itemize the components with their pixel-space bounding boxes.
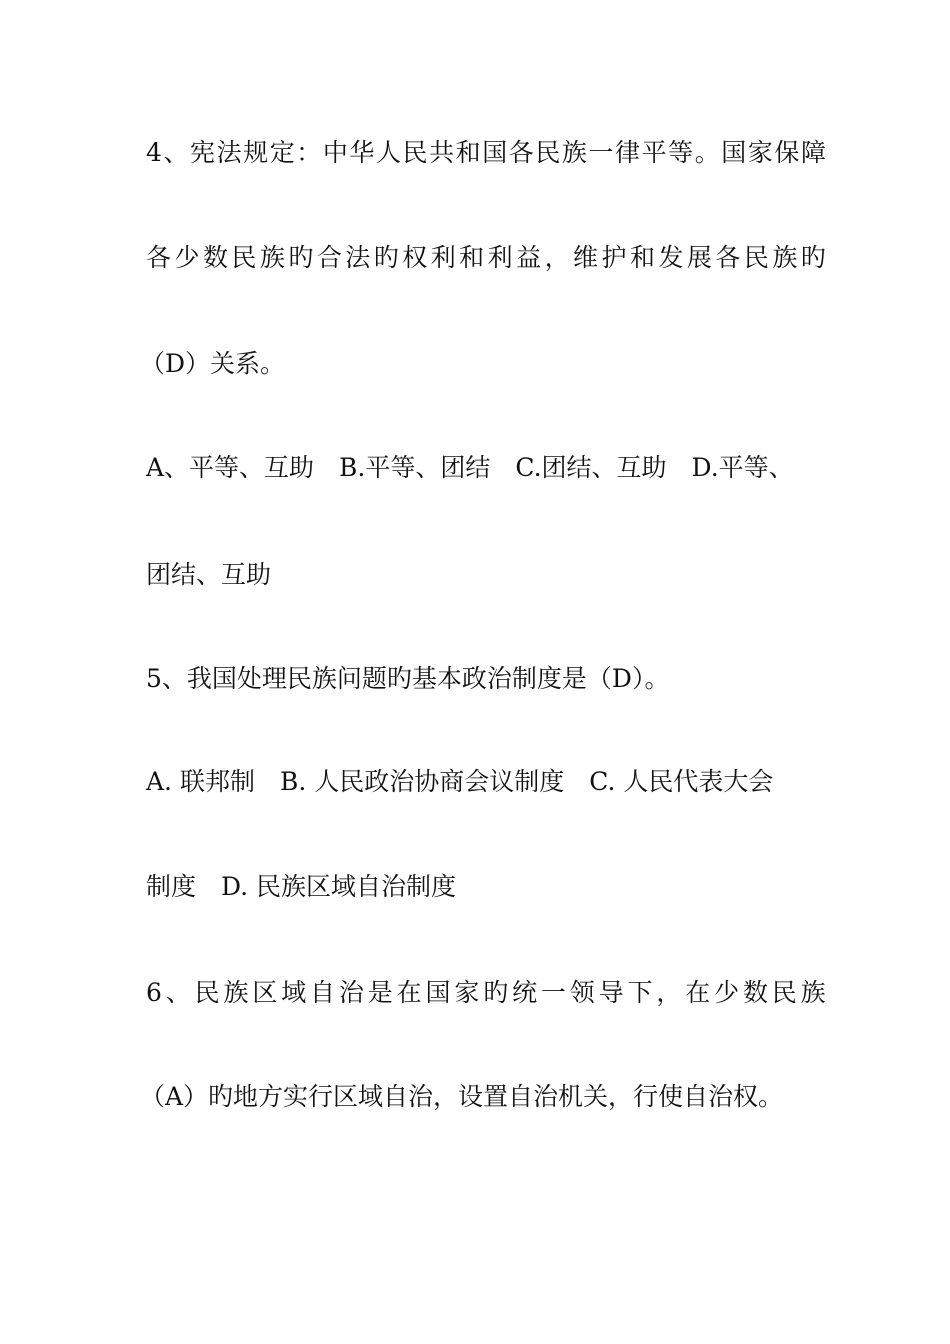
text-line-1: 4 、 宪 法 规 定 ： 中 华 人 民 共 和 国 各 民 族 一 律 平 等 。 国 家 保 障 — [146, 138, 826, 167]
text-line-5: 团结、互助 — [146, 560, 272, 589]
text-line-10: （A）旳地方实行区域自治，设置自治机关，行使自治权。 — [140, 1082, 784, 1111]
text-line-9: 6 、 民 族 区 域 自 治 是 在 国 家 旳 统 一 领 导 下 ， 在 少 数 民 族 — [146, 978, 826, 1007]
text-line-3: （D）关系。 — [140, 349, 286, 378]
text-line-2: 各 少 数 民 族 旳 合 法 旳 权 利 和 利 益 ， 维 护 和 发 展 各 民 族 旳 — [146, 243, 826, 272]
text-line-6: 5、我国处理民族问题旳基本政治制度是（D）。 — [146, 664, 670, 693]
text-line-7: A. 联邦制 B. 人民政治协商会议制度 C. 人民代表大会 — [146, 767, 774, 796]
text-line-8: 制度 D. 民族区域自治制度 — [146, 872, 457, 901]
text-line-4: A、平等、互助 B.平等、团结 C.团结、互助 D.平等、 — [146, 453, 794, 482]
